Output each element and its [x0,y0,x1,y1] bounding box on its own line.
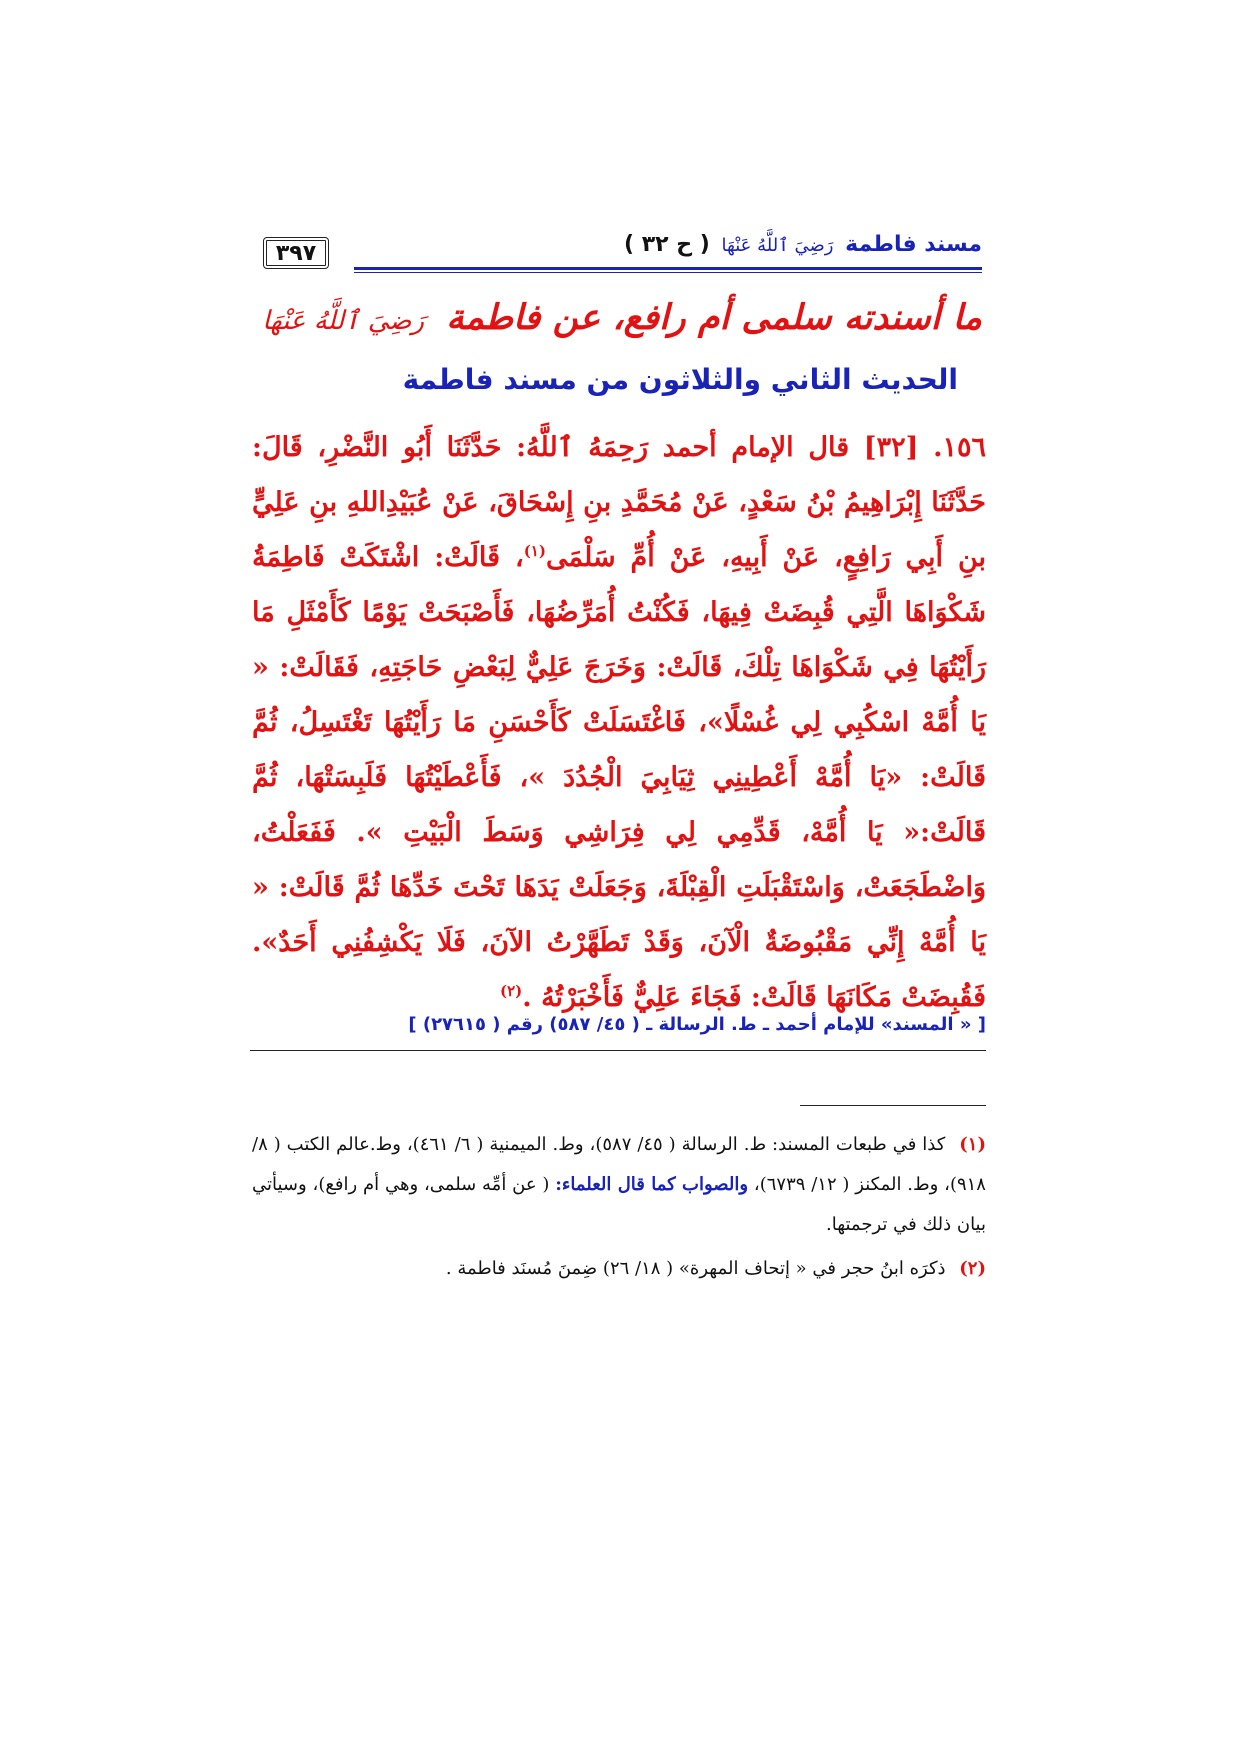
hadith-ref: [٣٢] [863,432,919,463]
page-number [263,237,329,269]
hadith-intro: قال الإمام أحمد [662,432,850,463]
footnote-rule [800,1105,986,1106]
header-rule [354,267,982,273]
footnote-2 [252,1249,986,1289]
hadith-intro-honorific: رَحِمَهُ ٱللَّهُ [526,432,649,463]
header-hadith-number: ( ح ٣٢ ) [623,232,710,257]
hadith-text-part-2: ، قَالَتْ: اشْتَكَتْ فَاطِمَةُ شَكْوَاهَا الَّتِي قُبِضَتْ فِيهَا، فَكُنْتُ أُمَرِّضُهَا، فَأَصْبَحَتْ يَوْمًا كَأَمْثَلِ مَا رَأَيْتُهَا فِي شَكْوَاهَا تِلْكَ، قَالَتْ: وَخَرَجَ عَلِيٌّ لِبَعْضِ حَاجَتِهِ، فَقَالَتْ: « يَا أُمَّهْ اسْكُبِي لِي غُسْلًا»، فَاغْتَسَلَتْ كَأَحْسَنِ مَا رَأَيْتُهَا تَغْتَسِلُ، ثُمَّ قَالَتْ: «يَا أُمَّهْ أَعْطِينِي ثِيَابِيَ الْجُدُدَ »، فَأَعْطَيْتُهَا فَلَبِسَتْهَا، ثُمَّ قَالَتْ:« يَا أُمَّهْ، قَدِّمِي لِي فِرَاشِي وَسَطَ الْبَيْتِ ». فَفَعَلْتُ، وَاضْطَجَعَتْ، وَاسْتَقْبَلَتِ الْقِبْلَةَ، وَجَعَلَتْ يَدَهَا تَحْتَ خَدِّهَا ثُمَّ قَالَتْ: « يَا أُمَّهْ إِنِّي مَقْبُوضَةٌ الْآنَ، وَقَدْ تَطَهَّرْتُ الآنَ، فَلَا يَكْشِفُنِي أَحَدٌ». فَقُبِضَتْ مَكَانَهَا قَالَتْ: فَجَاءَ عَلِيٌّ فَأَخْبَرْتُهُ . [252,542,986,1013]
footnote-1-highlight: والصواب كما قال العلماء: [555,1174,749,1195]
footnote-1-marker: (١) [959,1134,986,1155]
footnote-1 [252,1125,986,1245]
hadith-heading: الحديث الثاني والثلاثون من مسند فاطمة [402,363,958,396]
footnote-2-text: ذكرَه ابنُ حجر في « إتحاف المهرة» ( ١٨/ ٢٦) ضِمنَ مُسنَد فاطمة . [445,1258,946,1279]
hadith-number: ١٥٦. [933,432,986,463]
header-musnad-title: مسند فاطمة [845,232,982,257]
hadith-body [252,420,986,1025]
source-citation: [ « المسند» للإمام أحمد ـ ط. الرسالة ـ ( ٤٥/ ٥٨٧) رقم ( ٢٧٦١٥) ] [408,1014,986,1035]
hadith-text-part-1: : حَدَّثَنَا أَبُو النَّضْرِ، قَالَ: حَدَّثَنَا إِبْرَاهِيمُ بْنُ سَعْدٍ، عَنْ مُحَمَّدِ بنِ إِسْحَاقَ، عَنْ عُبَيْدِاللهِ بنِ عَلِيٍّ بنِ أَبِي رَافِعٍ، عَنْ أَبِيهِ، عَنْ أُمِّ سَلْمَى [252,432,987,573]
footnote-2-marker: (٢) [959,1258,986,1279]
header-honorific: رَضِيَ ٱللَّهُ عَنْهَا [721,235,834,256]
chapter-title-text: ما أسندته سلمى أم رافع، عن فاطمة [446,298,982,338]
running-header [342,232,982,257]
footnote-1-text-part-1: كذا في طبعات المسند: ط. الرسالة ( ٤٥/ ٥٨٧)، وط. الميمنية ( ٦/ ٤٦١)، وط.عالم الكتب ( ٨/ ٩١٨)، وط. المكنز ( ١٢/ ٦٧٣٩)، [252,1134,986,1195]
chapter-title [258,298,982,338]
footnote-1-text-part-2: ( عن أمِّه سلمى، وهي أم رافع)، وسيأتي بيان ذلك في ترجمتها. [252,1174,986,1235]
footnote-ref-1[interactable]: (١) [523,542,546,560]
page-number-text: ٣٩٧ [275,240,317,266]
source-rule [250,1050,986,1051]
footnote-ref-2[interactable]: (٢) [499,982,523,1000]
chapter-title-honorific: رَضِيَ ٱللَّهُ عَنْهَا [262,306,425,336]
footnotes [252,1125,986,1293]
